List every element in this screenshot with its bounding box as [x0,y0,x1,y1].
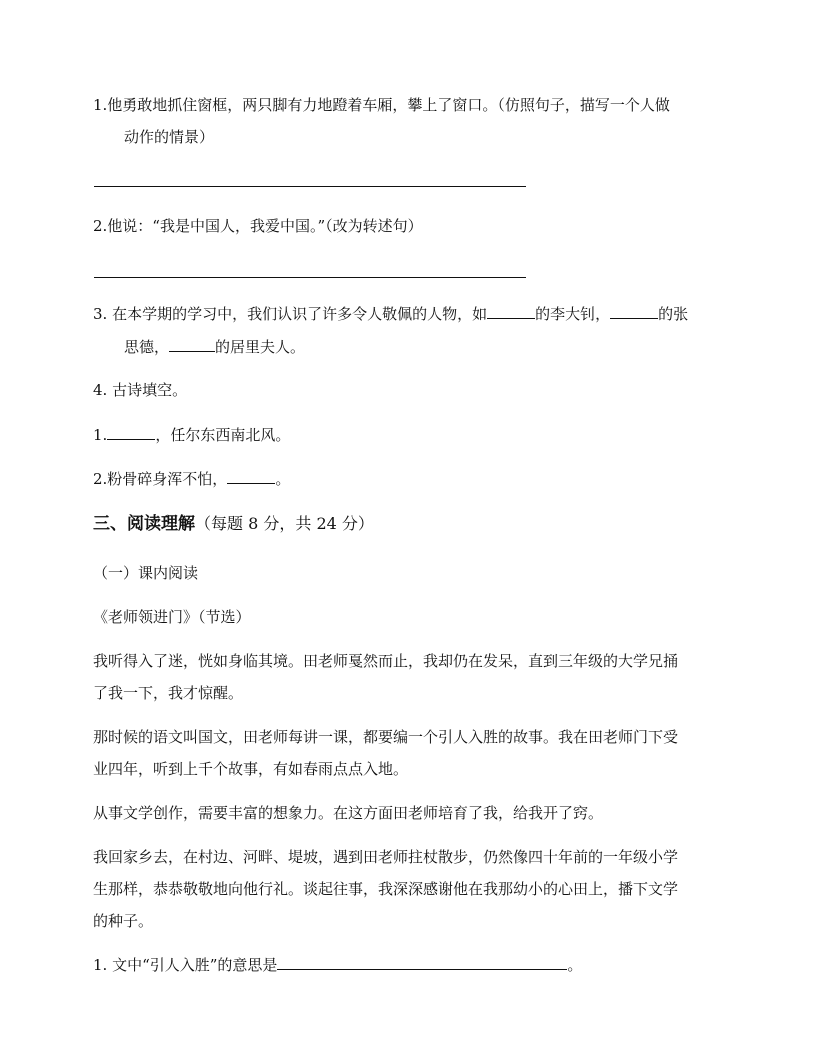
question-3-text-d: 思德， [124,338,170,356]
fill-blank-5[interactable] [227,469,275,484]
question-3-text-a: 3. 在本学期的学习中，我们认识了许多令人敬佩的人物，如 [93,305,488,323]
question-3-text-c: 的张 [658,305,689,323]
question-4-title: 4. 古诗填空。 [93,381,188,399]
fill-blank-4[interactable] [107,425,155,440]
paragraph-1-line-1: 我听得入了迷，恍如身临其境。田老师戛然而止，我却仍在发呆，直到三年级的大学兄捅 [93,652,679,670]
question-2: 2.他说：“我是中国人，我爱中国。”（改为转述句） [93,217,423,235]
question-3-text-b: 的李大钊， [535,305,611,323]
answer-line-1[interactable] [94,186,526,187]
section-3-score: （每题 8 分，共 24 分） [195,514,374,533]
paragraph-4-line-2: 生那样，恭恭敬敬地向他行礼。谈起往事，我深深感谢他在我那幼小的心田上，播下文学 [93,880,679,898]
paragraph-4-line-3: 的种子。 [93,912,154,930]
question-3-line-1 [93,298,688,330]
reading-question-1-prefix: 1. 文中“引人入胜”的意思是 [93,956,278,974]
section-3-title: 三、阅读理解 [93,514,195,534]
reading-question-1 [93,949,582,981]
question-3-line-2 [124,331,305,363]
question-1-line-1: 1.他勇敢地抓住窗框，两只脚有力地蹬着车厢，攀上了窗口。（仿照句子，描写一个人做 [93,96,670,114]
poem-item-2 [93,463,290,495]
sub-heading: （一）课内阅读 [93,564,199,582]
paragraph-2-line-1: 那时候的语文叫国文，田老师每讲一课，都要编一个引人入胜的故事。我在田老师门下受 [93,728,679,746]
paragraph-4-line-1: 我回家乡去，在村边、河畔、堤坡，遇到田老师拄杖散步，仍然像四十年前的一年级小学 [93,848,679,866]
passage-title: 《老师领进门》（节选） [93,608,251,626]
poem-item-2-suffix: 。 [275,470,291,488]
paragraph-2-line-2: 业四年，听到上千个故事，有如春雨点点入地。 [93,760,409,778]
fill-blank-2[interactable] [610,304,658,319]
fill-blank-3[interactable] [169,337,215,352]
poem-item-1-suffix: ，任尔东西南北风。 [155,426,291,444]
paragraph-3-line-1: 从事文学创作，需要丰富的想象力。在这方面田老师培育了我，给我开了窍。 [93,804,604,822]
reading-question-1-suffix: 。 [567,956,583,974]
question-1-line-2: 动作的情景） [124,128,215,146]
section-3-heading [93,508,374,540]
answer-line-2[interactable] [94,277,526,278]
poem-item-2-prefix: 2.粉骨碎身浑不怕， [93,470,228,488]
poem-item-1 [93,419,290,451]
question-3-text-e: 的居里夫人。 [215,338,306,356]
poem-item-1-prefix: 1. [93,426,108,444]
paragraph-1-line-2: 了我一下，我才惊醒。 [93,684,244,702]
fill-blank-6[interactable] [277,955,567,970]
fill-blank-1[interactable] [487,304,535,319]
